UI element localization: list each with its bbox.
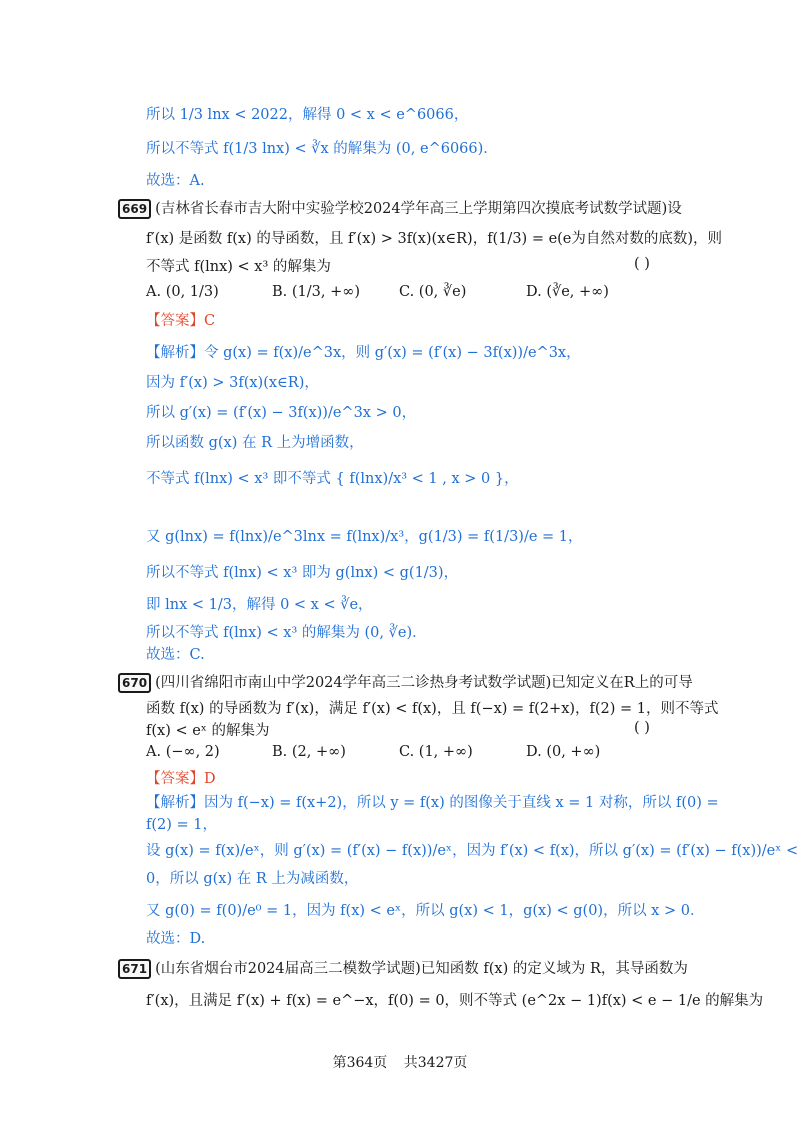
question-669-stem-2: f′(x) 是函数 f(x) 的导函数，且 f′(x) > 3f(x)(x∈R)，f(1/3) = e(e为自然对数的底数)，则 — [146, 231, 723, 247]
solution-line: 故选：C. — [146, 647, 205, 663]
question-670-source: (四川省绵阳市南山中学2024学年高三二诊热身考试数学试题)已知定义在R上的可导 — [155, 675, 693, 691]
prev-solution-line-2: 所以不等式 f(1/3 lnx) < ∛x 的解集为 (0, e^6066)． — [146, 141, 498, 157]
question-number-badge: 669 — [118, 199, 151, 219]
solution-line: 故选：D. — [146, 931, 206, 947]
solution-line: 所以函数 g(x) 在 R 上为增函数， — [146, 435, 364, 451]
question-670-stem-3: f(x) < eˣ 的解集为 — [146, 723, 270, 739]
answer-line — [146, 310, 215, 332]
option-b: B. (1/3, +∞) — [272, 284, 360, 300]
option-d: D. (∛e, +∞) — [526, 284, 609, 300]
answer-line — [146, 768, 216, 790]
solution-line: 即 lnx < 1/3，解得 0 < x < ∛e， — [146, 597, 373, 613]
option-a: A. (−∞, 2) — [146, 744, 220, 760]
solution-line — [146, 792, 719, 814]
question-670-stem-1 — [118, 672, 693, 694]
solution-line: 设 g(x) = f(x)/eˣ，则 g′(x) = (f′(x) − f(x))/eˣ，因为 f′(x) < f(x)，所以 g′(x) = (f′(x) − f(x))/eˣ < — [146, 843, 799, 859]
question-669-stem-1 — [118, 198, 682, 220]
solution-line — [146, 342, 581, 364]
question-number-badge: 671 — [118, 959, 151, 979]
question-669-source: (吉林省长春市吉大附中实验学校2024学年高三上学期第四次摸底考试数学试题)设 — [155, 201, 682, 217]
question-669-stem-3: 不等式 f(lnx) < x³ 的解集为 — [146, 259, 331, 275]
page-footer — [0, 1052, 800, 1072]
question-671-stem-1 — [118, 958, 688, 980]
page-total: 共3427页 — [403, 1055, 468, 1071]
solution-line: 因为 f′(x) > 3f(x)(x∈R)， — [146, 375, 319, 391]
analysis-label: 【解析】 — [146, 795, 204, 811]
answer-label: 【答案】 — [146, 771, 204, 787]
option-c: C. (1, +∞) — [399, 744, 473, 760]
option-b: B. (2, +∞) — [272, 744, 346, 760]
solution-line: 0，所以 g(x) 在 R 上为减函数， — [146, 871, 359, 887]
question-number-badge: 670 — [118, 673, 151, 693]
solution-line: 又 g(lnx) = f(lnx)/e^3lnx = f(lnx)/x³，g(1/3) = f(1/3)/e = 1， — [146, 529, 583, 545]
solution-line: 所以不等式 f(lnx) < x³ 即为 g(lnx) < g(1/3)， — [146, 565, 459, 581]
answer-blank: ( ) — [634, 720, 650, 736]
analysis-label: 【解析】 — [146, 345, 204, 361]
option-d: D. (0, +∞) — [526, 744, 601, 760]
solution-text: 因为 f(−x) = f(x+2)，所以 y = f(x) 的图像关于直线 x = 1 对称，所以 f(0) = — [204, 795, 719, 811]
option-c: C. (0, ∛e) — [399, 284, 467, 300]
question-671-stem-2: f′(x)，且满足 f′(x) + f(x) = e^−x，f(0) = 0，则不等式 (e^2x − 1)f(x) < e − 1/e 的解集为 — [146, 993, 764, 1009]
answer-blank: ( ) — [634, 256, 650, 272]
solution-line: 又 g(0) = f(0)/e⁰ = 1，因为 f(x) < eˣ，所以 g(x) < 1，g(x) < g(0)，所以 x > 0． — [146, 903, 705, 919]
prev-solution-line-1: 所以 1/3 lnx < 2022，解得 0 < x < e^6066， — [146, 107, 469, 123]
answer-value: D — [204, 771, 216, 787]
answer-label: 【答案】 — [146, 313, 204, 329]
solution-line: f(2) = 1， — [146, 817, 217, 833]
solution-line: 所以不等式 f(lnx) < x³ 的解集为 (0, ∛e)． — [146, 625, 427, 641]
solution-text: 令 g(x) = f(x)/e^3x，则 g′(x) = (f′(x) − 3f(x))/e^3x， — [204, 345, 581, 361]
solution-line: 所以 g′(x) = (f′(x) − 3f(x))/e^3x > 0， — [146, 405, 417, 421]
prev-solution-line-3: 故选：A. — [146, 173, 205, 189]
option-a: A. (0, 1/3) — [146, 284, 219, 300]
question-671-source: (山东省烟台市2024届高三二模数学试题)已知函数 f(x) 的定义域为 R，其导函数为 — [155, 961, 688, 977]
page-number: 第364页 — [332, 1055, 388, 1071]
answer-value: C — [204, 313, 216, 329]
question-670-stem-2: 函数 f(x) 的导函数为 f′(x)，满足 f′(x) < f(x)，且 f(−x) = f(2+x)，f(2) = 1，则不等式 — [146, 701, 719, 717]
solution-line: 不等式 f(lnx) < x³ 即不等式 { f(lnx)/x³ < 1 , x > 0 }， — [146, 471, 519, 487]
